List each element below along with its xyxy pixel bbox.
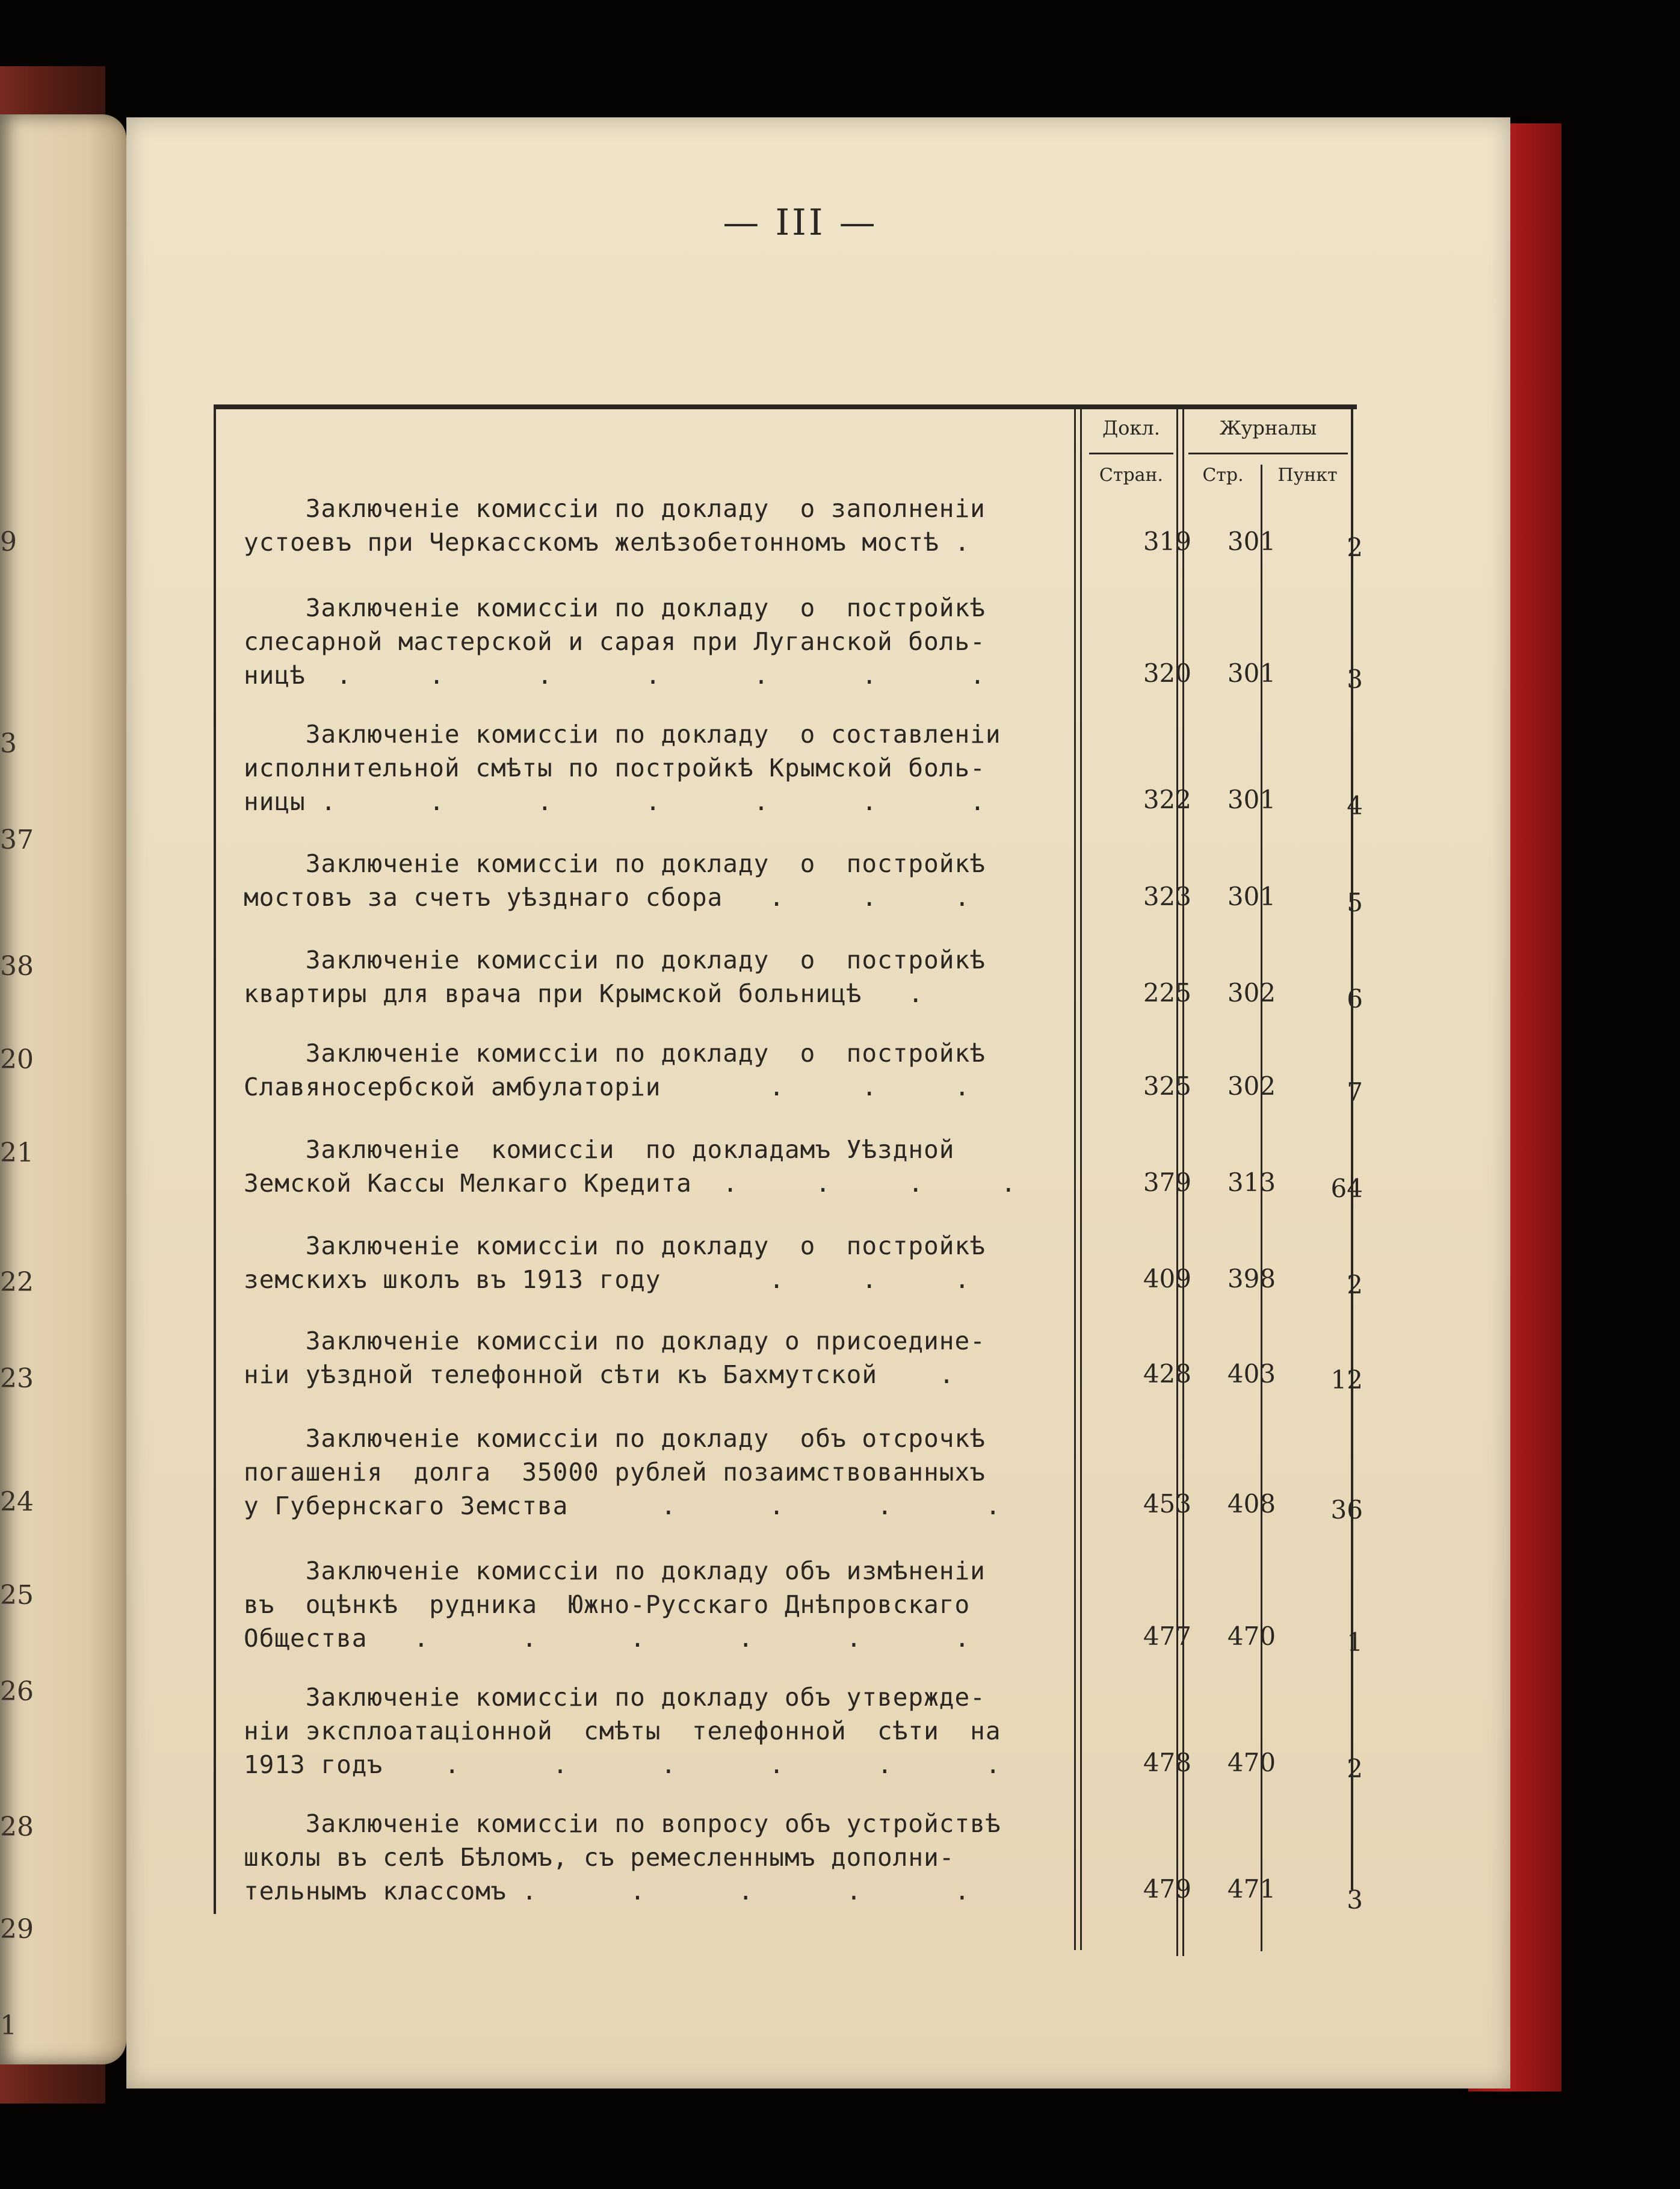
journal-page: 301 bbox=[1227, 658, 1276, 688]
entry-line: Заключенiе комиссiи по докладамъ Уѣздной bbox=[244, 1135, 955, 1164]
journal-item: 3 bbox=[1347, 664, 1363, 694]
journal-page: 398 bbox=[1227, 1264, 1276, 1293]
entry-line: слесарной мастерской и сарая при Луганской боль- bbox=[244, 627, 986, 656]
entry-line: Заключенiе комиссiи по докладу о составленiи bbox=[244, 720, 1001, 749]
journal-page: 471 bbox=[1227, 1874, 1276, 1904]
left-page-number: 3 bbox=[0, 728, 17, 759]
left-page-number: 23 bbox=[0, 1363, 34, 1394]
journal-page: 302 bbox=[1227, 1071, 1276, 1101]
entry-line: Заключенiе комиссiи по докладу объ измѣненiи bbox=[244, 1556, 986, 1585]
journal-item: 2 bbox=[1347, 1754, 1363, 1783]
left-page-number: 25 bbox=[0, 1580, 34, 1611]
left-page-number: 26 bbox=[0, 1676, 34, 1707]
contents-table bbox=[214, 404, 1363, 1951]
entry-line: школы въ селѣ Бѣломъ, съ ремесленнымъ дополни- bbox=[244, 1843, 955, 1872]
dokl-page: 409 bbox=[1143, 1264, 1191, 1293]
dokl-page: 453 bbox=[1143, 1489, 1191, 1519]
journal-item: 6 bbox=[1347, 984, 1363, 1014]
journal-item: 12 bbox=[1330, 1365, 1363, 1395]
journal-page: 313 bbox=[1227, 1168, 1276, 1197]
entry-line: исполнительной смѣты по постройкѣ Крымской боль- bbox=[244, 754, 986, 782]
entry-line: ницы . . . . . . . bbox=[244, 787, 986, 816]
left-page-number: 21 bbox=[0, 1138, 34, 1168]
left-page-number: 20 bbox=[0, 1044, 34, 1075]
entry-line: Общества . . . . . . bbox=[244, 1624, 971, 1653]
left-page-number: 37 bbox=[0, 825, 34, 855]
left-page-number: 1 bbox=[0, 2010, 17, 2041]
dokl-page: 479 bbox=[1143, 1874, 1191, 1904]
header-journal-page: Стр. bbox=[1202, 465, 1244, 486]
journal-page: 470 bbox=[1227, 1621, 1276, 1651]
journal-page: 408 bbox=[1227, 1489, 1276, 1519]
entry-line: нiи эксплоатацiонной смѣты телефонной сѣти на bbox=[244, 1717, 1001, 1745]
entry-line: погашенiя долга 35000 рублей позаимствованныхъ bbox=[244, 1458, 986, 1487]
left-page-number: 38 bbox=[0, 951, 34, 982]
entry-line: Заключенiе комиссiи по докладу о постройкѣ bbox=[244, 593, 986, 622]
dokl-page: 428 bbox=[1143, 1359, 1191, 1389]
journal-item: 64 bbox=[1330, 1174, 1363, 1203]
entry-line: мостовъ за счетъ уѣзднаго сбора . . . bbox=[244, 883, 971, 912]
left-page-number: 9 bbox=[0, 527, 17, 557]
dokl-page: 319 bbox=[1143, 527, 1191, 556]
dokl-page: 225 bbox=[1143, 978, 1191, 1008]
entry-line: Заключенiе комиссiи по докладу о постройкѣ bbox=[244, 1231, 986, 1260]
entry-line: тельнымъ классомъ . . . . . bbox=[244, 1877, 971, 1906]
journal-item: 1 bbox=[1347, 1627, 1363, 1657]
dokl-page: 322 bbox=[1143, 785, 1191, 814]
entry-line: 1913 годъ . . . . . . bbox=[244, 1750, 1001, 1779]
entry-line: Славяносербской амбулаторiи . . . bbox=[244, 1073, 971, 1101]
header-dokl: Докл. bbox=[1102, 416, 1160, 439]
entry-line: Заключенiе комиссiи по вопросу объ устройствѣ bbox=[244, 1809, 1001, 1838]
header-journal-item: Пункт bbox=[1277, 465, 1338, 486]
entry-line: нiи уѣздной телефонной сѣти къ Бахмутской . bbox=[244, 1360, 955, 1389]
dokl-page: 478 bbox=[1143, 1748, 1191, 1777]
header-rule bbox=[1188, 453, 1348, 454]
entry-line: квартиры для врача при Крымской больницѣ . bbox=[244, 979, 924, 1008]
journal-item: 5 bbox=[1347, 888, 1363, 917]
left-page-number: 24 bbox=[0, 1487, 34, 1517]
journal-item: 7 bbox=[1347, 1077, 1363, 1107]
journal-item: 36 bbox=[1330, 1495, 1363, 1525]
dokl-page: 325 bbox=[1143, 1071, 1191, 1101]
left-page-number: 28 bbox=[0, 1812, 34, 1842]
journal-page: 403 bbox=[1227, 1359, 1276, 1389]
journal-page: 301 bbox=[1227, 527, 1276, 556]
left-page-number: 29 bbox=[0, 1914, 34, 1945]
entry-line: устоевъ при Черкасскомъ желѣзобетонномъ мостѣ . bbox=[244, 528, 971, 557]
journal-item: 3 bbox=[1347, 1885, 1363, 1915]
entry-line: у Губернскаго Земства . . . . bbox=[244, 1491, 1001, 1520]
entry-line: Заключенiе комиссiи по докладу объ отсрочкѣ bbox=[244, 1424, 986, 1453]
entry-line: Заключенiе комиссiи по докладу объ утвержде- bbox=[244, 1683, 986, 1712]
left-page-edge bbox=[0, 114, 126, 2064]
table-left-rule bbox=[214, 409, 216, 1914]
dokl-page: 379 bbox=[1143, 1168, 1191, 1197]
journal-page: 470 bbox=[1227, 1748, 1276, 1777]
entry-line: Заключенiе комиссiи по докладу о постройкѣ bbox=[244, 849, 986, 878]
header-rule bbox=[1089, 453, 1173, 454]
entry-line: въ оцѣнкѣ рудника Южно-Русскаго Днѣпровскаго bbox=[244, 1590, 971, 1619]
left-page-number: 22 bbox=[0, 1267, 34, 1298]
entry-line: Заключенiе комиссiи по докладу о постройкѣ bbox=[244, 1039, 986, 1068]
journal-page: 301 bbox=[1227, 785, 1276, 814]
entry-line: Заключенiе комиссiи по докладу о заполненiи bbox=[244, 494, 986, 523]
journal-item: 2 bbox=[1347, 1270, 1363, 1299]
journal-item: 4 bbox=[1347, 791, 1363, 820]
entry-line: ницѣ . . . . . . . bbox=[244, 661, 986, 690]
entry-line: Земской Кассы Мелкаго Кредита . . . . bbox=[244, 1169, 1017, 1198]
entry-line: Заключенiе комиссiи по докладу о постройкѣ bbox=[244, 946, 986, 974]
table-top-rule bbox=[214, 404, 1357, 409]
dokl-page: 323 bbox=[1143, 882, 1191, 911]
journal-page: 302 bbox=[1227, 978, 1276, 1008]
table-right-rule bbox=[1351, 409, 1353, 1890]
dokl-page: 320 bbox=[1143, 658, 1191, 688]
journal-page: 301 bbox=[1227, 882, 1276, 911]
dokl-page: 477 bbox=[1143, 1621, 1191, 1651]
entry-line: земскихъ школъ въ 1913 году . . . bbox=[244, 1265, 971, 1294]
page-folio: — III — bbox=[723, 202, 878, 244]
header-dokl-pages: Стран. bbox=[1099, 465, 1164, 486]
entry-line: Заключенiе комиссiи по докладу о присоедине- bbox=[244, 1327, 986, 1355]
header-journals: Журналы bbox=[1219, 416, 1317, 439]
journal-item: 2 bbox=[1347, 533, 1363, 562]
